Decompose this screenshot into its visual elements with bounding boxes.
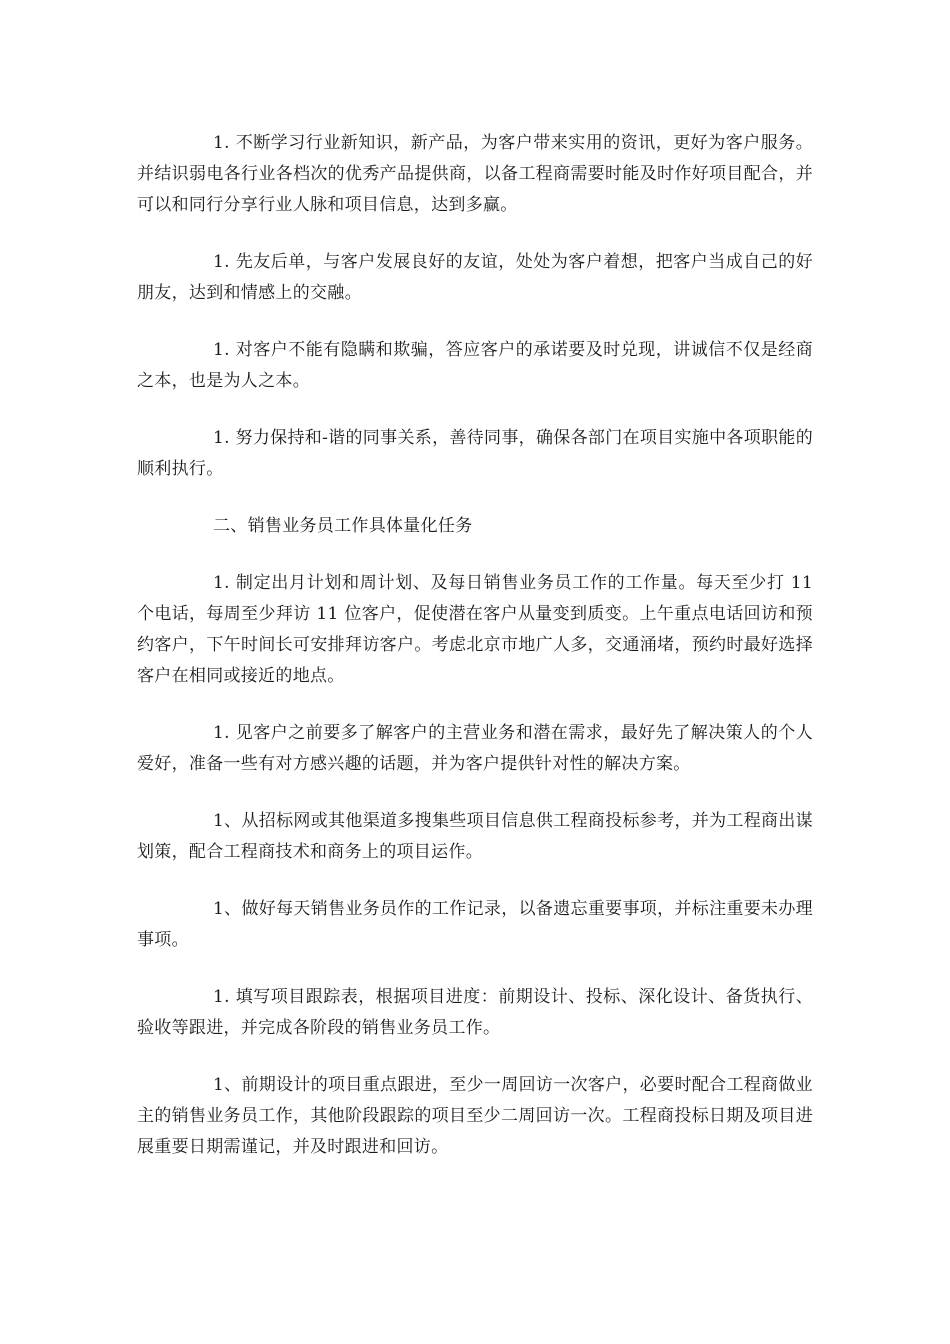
- paragraph-9: 1. 填写项目跟踪表，根据项目进度：前期设计、投标、深化设计、备货执行、验收等跟进，并完成各阶段的销售业务员工作。: [137, 987, 813, 1038]
- paragraph-1: 1. 不断学习行业新知识，新产品，为客户带来实用的资讯，更好为客户服务。并结识弱电各行业各档次的优秀产品提供商，以备工程商需要时能及时作好项目配合，并可以和同行分享行业人脉和项目信息，达到多赢。: [137, 133, 813, 215]
- paragraph-7: 1、从招标网或其他渠道多搜集些项目信息供工程商投标参考，并为工程商出谋划策，配合工程商技术和商务上的项目运作。: [137, 811, 813, 862]
- paragraph-3: 1. 对客户不能有隐瞒和欺骗，答应客户的承诺要及时兑现，讲诚信不仅是经商之本，也是为人之本。: [137, 340, 813, 391]
- section-heading: 二、销售业务员工作具体量化任务: [213, 516, 473, 536]
- paragraph-8: 1、做好每天销售业务员作的工作记录，以备遗忘重要事项，并标注重要未办理事项。: [137, 899, 813, 950]
- paragraph-4: 1. 努力保持和-谐的同事关系，善待同事，确保各部门在项目实施中各项职能的顺利执行。: [137, 428, 813, 479]
- document-body: [137, 128, 813, 1189]
- paragraph-5: 1. 制定出月计划和周计划、及每日销售业务员工作的工作量。每天至少打 11 个电话，每周至少拜访 11 位客户，促使潜在客户从量变到质变。上午重点电话回访和预约客户，下午时间长可安排拜访客户。考虑北京市地广人多，交通涌堵，预约时最好选择客户在相同或接近的地点。: [137, 573, 813, 686]
- paragraph-6: 1. 见客户之前要多了解客户的主营业务和潜在需求，最好先了解决策人的个人爱好，准备一些有对方感兴趣的话题，并为客户提供针对性的解决方案。: [137, 723, 813, 774]
- paragraph-2: 1. 先友后单，与客户发展良好的友谊，处处为客户着想，把客户当成自己的好朋友，达到和情感上的交融。: [137, 252, 813, 303]
- paragraph-10: 1、前期设计的项目重点跟进，至少一周回访一次客户，必要时配合工程商做业主的销售业务员工作，其他阶段跟踪的项目至少二周回访一次。工程商投标日期及项目进展重要日期需谨记，并及时跟进和回访。: [137, 1075, 813, 1157]
